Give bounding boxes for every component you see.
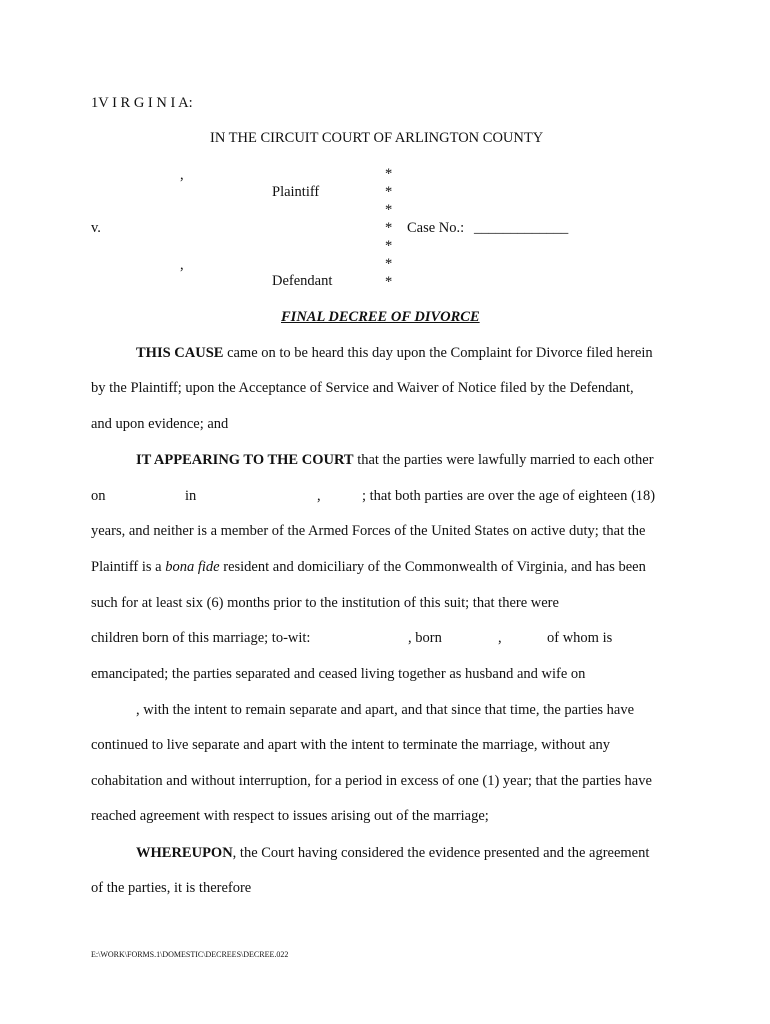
line-comma: ,	[498, 630, 502, 646]
versus-label: v.	[91, 220, 101, 236]
paragraph-line	[136, 844, 649, 862]
paragraph-line: continued to live separate and apart with the intent to terminate the marriage, without any	[91, 737, 611, 753]
defendant-name-comma: ,	[180, 257, 184, 273]
paragraph-line: cohabitation and without interruption, for a period in excess of one (1) year; that the parties have	[91, 773, 652, 789]
line-born: , born	[408, 630, 442, 646]
paragraph-line	[136, 344, 653, 362]
line-on: on	[91, 488, 106, 504]
line-text: resident and domiciliary of the Commonwealth of Virginia, and has been	[219, 559, 646, 575]
paragraph-line: such for at least six (6) months prior to the institution of this suit; that there were	[91, 595, 559, 611]
paragraph-line	[136, 451, 654, 469]
paragraph-line: of whom is	[547, 630, 613, 646]
caption-asterisk: *	[385, 274, 393, 290]
line-text: Plaintiff is a	[91, 559, 166, 575]
caption-asterisk: *	[385, 166, 393, 182]
paragraph-line: years, and neither is a member of the Armed Forces of the United States on active duty; that the	[91, 523, 646, 539]
caption-asterisk: *	[385, 184, 393, 200]
line-in: in	[185, 488, 197, 504]
paragraph-line: ; that both parties are over the age of eighteen (18)	[362, 488, 656, 504]
lead-phrase: THIS CAUSE	[136, 345, 224, 361]
paragraph-line: emancipated; the parties separated and ceased living together as husband and wife on	[91, 666, 586, 682]
case-number-blank: _____________	[474, 220, 569, 236]
lead-phrase: IT APPEARING TO THE COURT	[136, 452, 354, 468]
paragraph-line: by the Plaintiff; upon the Acceptance of Service and Waiver of Notice filed by the Defendant,	[91, 380, 634, 396]
state-heading: 1V I R G I N I A:	[91, 95, 193, 111]
italic-term: bona fide	[165, 559, 220, 575]
line-text: came on to be heard this day upon the Complaint for Divorce filed herein	[223, 345, 653, 361]
court-heading: IN THE CIRCUIT COURT OF ARLINGTON COUNTY	[210, 130, 544, 146]
defendant-label: Defendant	[272, 273, 333, 289]
file-path-footer: E:\WORK\FORMS.1\DOMESTIC\DECREES\DECREE.022	[91, 950, 289, 959]
paragraph-line: , with the intent to remain separate and apart, and that since that time, the parties have	[136, 702, 635, 718]
caption-asterisk: *	[385, 202, 393, 218]
paragraph-line: reached agreement with respect to issues arising out of the marriage;	[91, 808, 489, 824]
line-text: , the Court having considered the evidence presented and the agreement	[232, 845, 650, 861]
plaintiff-name-comma: ,	[180, 167, 184, 183]
caption-asterisk: *	[385, 238, 393, 254]
line-comma: ,	[317, 488, 321, 504]
line-text: that the parties were lawfully married to each other	[353, 452, 654, 468]
plaintiff-label: Plaintiff	[272, 184, 320, 200]
document-title: FINAL DECREE OF DIVORCE	[281, 309, 480, 325]
caption-asterisk: *	[385, 220, 393, 236]
caption-asterisk: *	[385, 256, 393, 272]
paragraph-line: children born of this marriage; to-wit:	[91, 630, 311, 646]
paragraph-line: of the parties, it is therefore	[91, 880, 252, 896]
paragraph-line: and upon evidence; and	[91, 416, 229, 432]
lead-phrase: WHEREUPON	[136, 845, 233, 861]
case-number-label: Case No.:	[407, 220, 465, 236]
paragraph-line	[91, 558, 646, 576]
